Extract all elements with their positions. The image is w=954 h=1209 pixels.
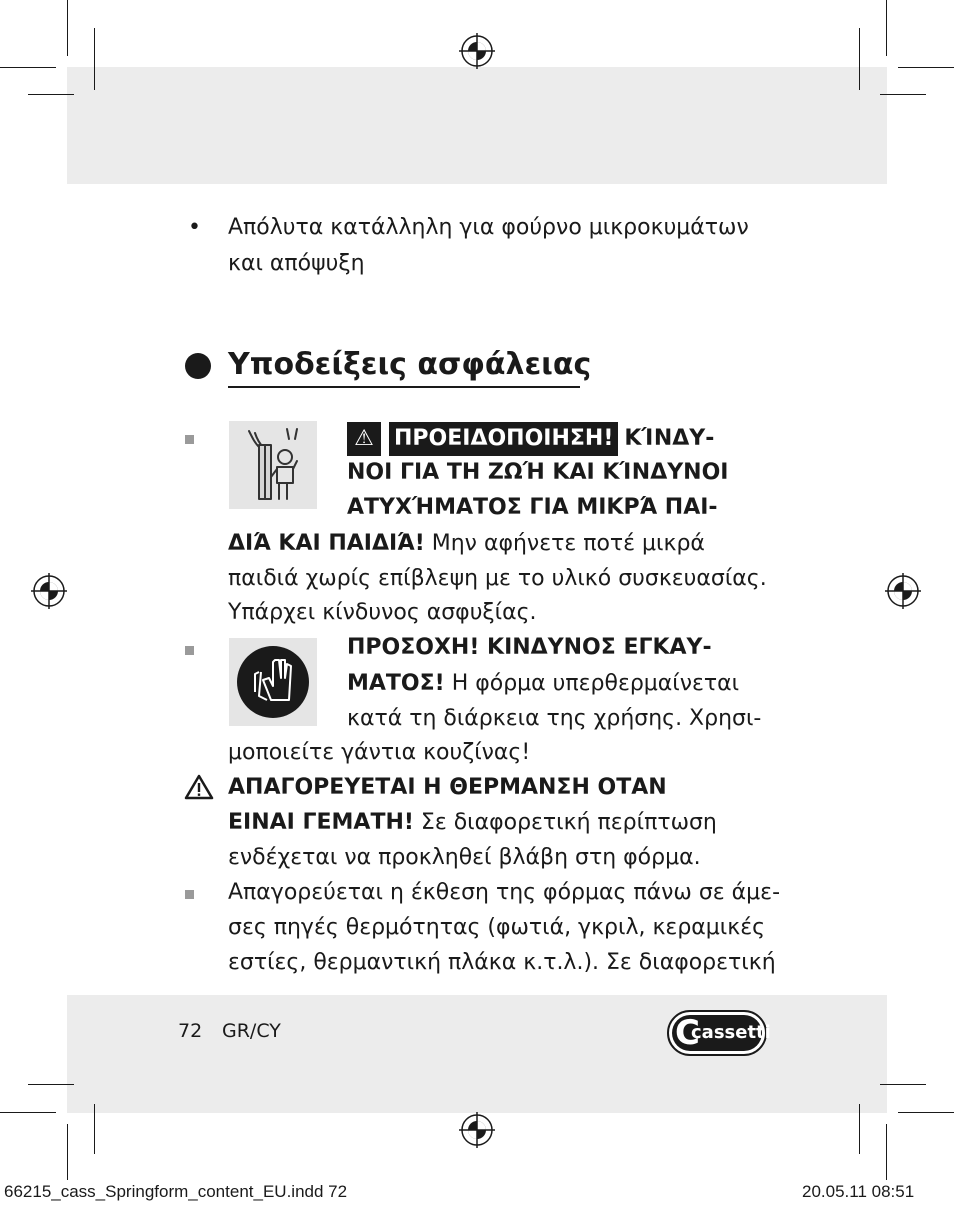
slug-file-info: 66215_cass_Springform_content_EU.indd 72 <box>4 1182 348 1201</box>
warning1-line1 <box>347 422 714 456</box>
page-number: 72 <box>178 1020 203 1042</box>
registration-mark-icon <box>31 573 67 609</box>
warning2-line2 <box>347 667 739 701</box>
warning3-line2 <box>228 806 717 840</box>
registration-mark-icon <box>459 33 495 69</box>
section-heading: Υποδείξεις ασφάλειας <box>228 347 592 382</box>
warning1-line3: ΑΤΥΧΉΜΑΤΟΣ ΓΙΑ ΜΙΚΡΆ ΠΑΙ- <box>347 495 718 520</box>
warning3-line2-rest: Σε διαφορετική περίπτωση <box>413 810 717 835</box>
country-code: GR/CY <box>222 1020 281 1042</box>
warning1-bold-text: ΚΊΝΔΥ- <box>624 426 715 451</box>
warning3-line3: ενδέχεται να προκληθεί βλάβη στη φόρμα. <box>228 845 701 870</box>
warning2-line4: μοποιείτε γάντια κουζίνας! <box>228 740 531 765</box>
warning1-line6: Υπάρχει κίνδυνος ασφυξίας. <box>228 600 537 625</box>
bullet4-line1: Απαγορεύεται η έκθεση της φόρμας πάνω σε άμε- <box>228 880 781 905</box>
header-band <box>67 67 887 184</box>
warning1-line4-rest: Μην αφήνετε ποτέ μικρά <box>424 531 705 556</box>
brand-logo-text: cassetti <box>691 1022 771 1043</box>
warning-triangle-icon: ⚠ <box>347 422 381 456</box>
warning2-line1: ΠΡΟΣΟΧΗ! ΚΙΝΔΥΝΟΣ ΕΓΚΑΥ- <box>347 635 712 660</box>
warning1-line5: παιδιά χωρίς επίβλεψη με το υλικό συσκευασίας. <box>228 566 767 591</box>
warning2-line2-rest: Η φόρμα υπερθερμαίνεται <box>444 671 740 696</box>
cassetti-logo: C cassetti <box>667 1010 767 1056</box>
bullet-point: • <box>188 215 201 240</box>
warning1-line2: ΝΟΙ ΓΙΑ ΤΗ ΖΩΉ ΚΑΙ ΚΊΝΔΥΝΟΙ <box>347 460 729 485</box>
heading-underline <box>228 386 580 388</box>
intro-bullet-line1: Απόλυτα κατάλληλη για φούρνο μικροκυμάτων <box>228 215 749 240</box>
warning-badge: ΠΡΟΕΙΔΟΠΟΙΗΣΗ! <box>389 422 618 456</box>
bullet4-line3: εστίες, θερμαντική πλάκα κ.τ.λ.). Σε διαφορετική <box>228 950 776 975</box>
warning2-line3: κατά τη διάρκεια της χρήσης. Χρησι- <box>347 706 762 731</box>
oven-gloves-icon <box>229 638 317 726</box>
warning3-line1: ΑΠΑΓΟΡΕΥΕΤΑΙ Η ΘΕΡΜΑΝΣΗ ΟΤΑΝ <box>228 775 667 800</box>
warning3-line2-bold: ΕΙΝΑΙ ΓΕΜΑΤΗ! <box>228 810 414 835</box>
square-bullet <box>185 646 194 655</box>
warning1-line4 <box>228 527 705 561</box>
square-bullet <box>185 890 194 899</box>
child-warning-icon <box>229 421 317 509</box>
slug-date-time: 20.05.11 08:51 <box>802 1182 915 1201</box>
square-bullet <box>185 435 194 444</box>
warning-triangle-icon <box>184 774 214 800</box>
warning2-line2-bold: ΜΑΤΟΣ! <box>347 671 445 696</box>
bullet4-line2: σες πηγές θερμότητας (φωτιά, γκριλ, κεραμικές <box>228 915 765 940</box>
intro-bullet-line2: και απόψυξη <box>228 251 365 276</box>
footer-band <box>67 995 887 1113</box>
registration-mark-icon <box>885 573 921 609</box>
heading-bullet-icon <box>185 353 211 379</box>
warning1-line4-bold: ΔΙΆ ΚΑΙ ΠΑΙΔΙΆ! <box>228 531 425 556</box>
registration-mark-icon <box>459 1112 495 1148</box>
